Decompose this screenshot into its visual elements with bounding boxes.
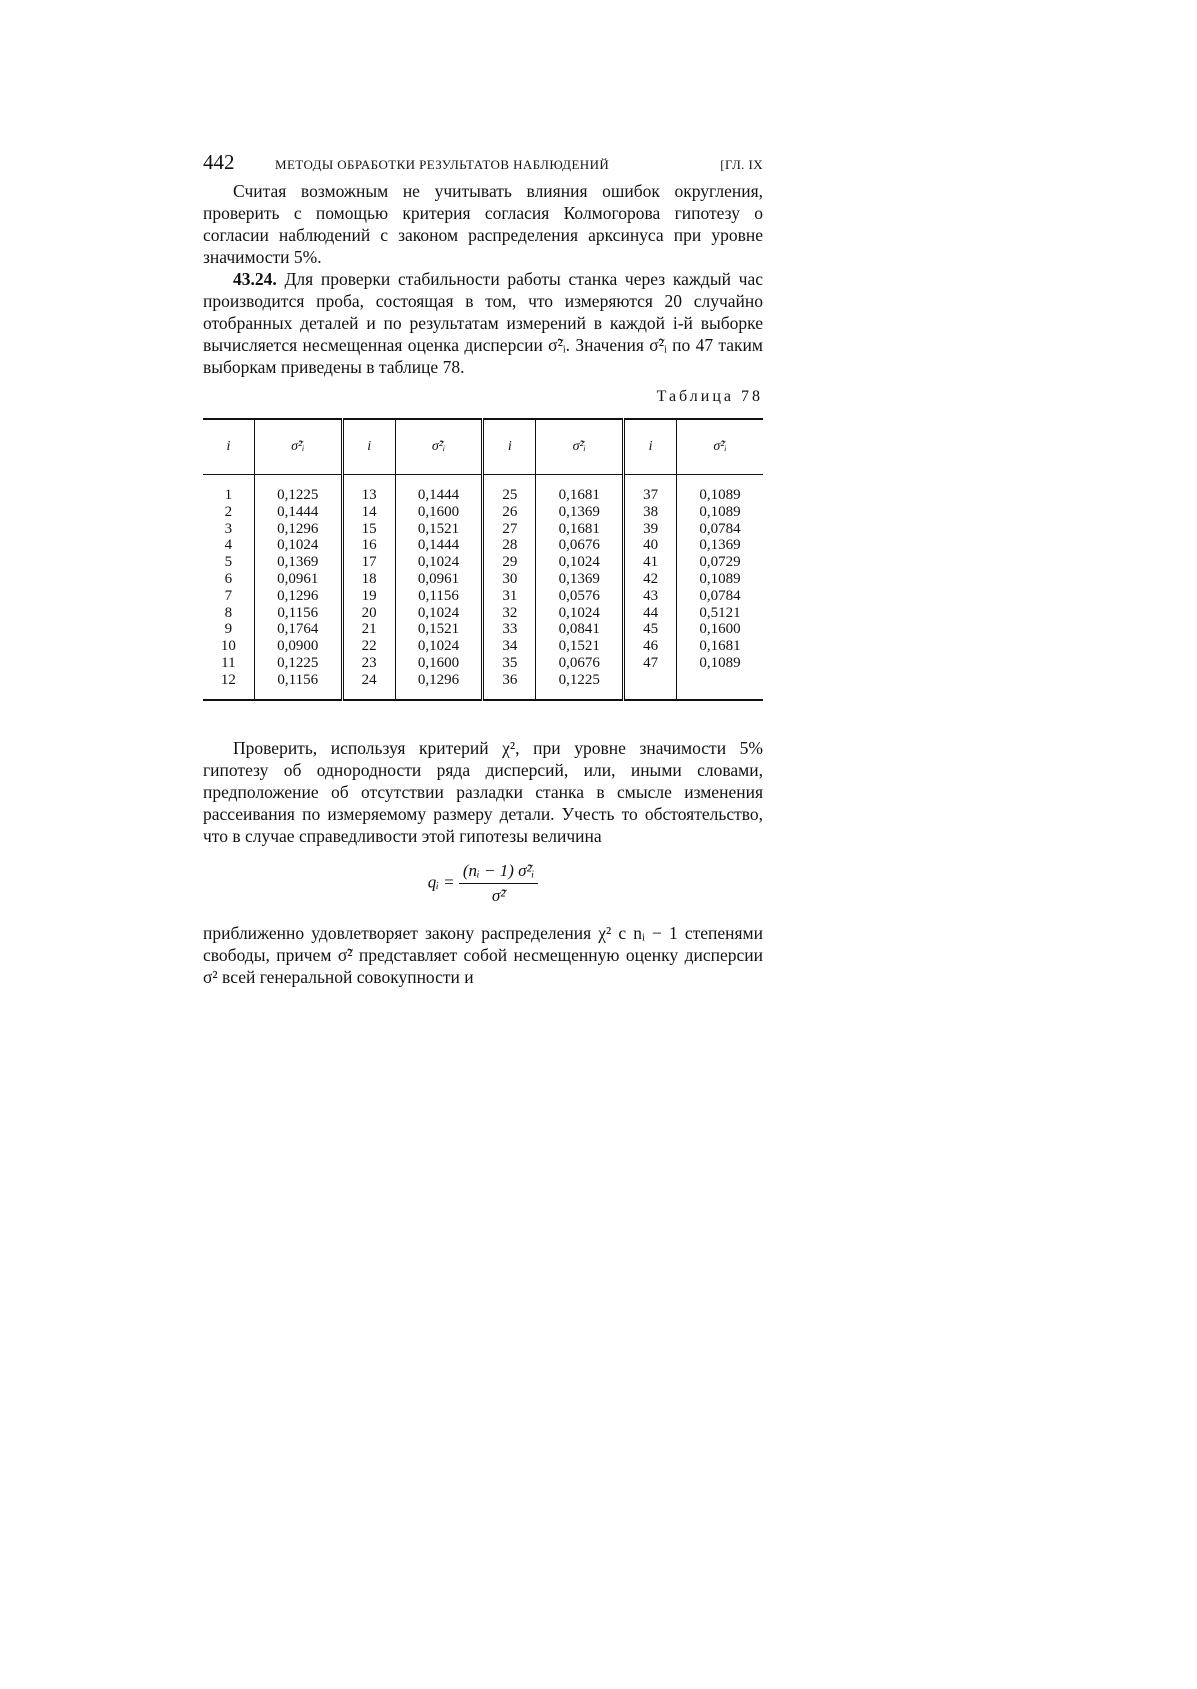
sample-index: 1	[224, 487, 233, 503]
index-column	[342, 475, 395, 700]
sample-index: 30	[502, 570, 518, 587]
sample-index: 34	[502, 638, 518, 655]
variance-column	[254, 475, 342, 700]
variance-value: 0,1089	[699, 503, 741, 520]
sample-index: 24	[361, 671, 377, 688]
sample-index: 15	[361, 520, 377, 537]
variance-value: 0,1024	[417, 638, 460, 655]
sample-index: 2	[224, 503, 233, 520]
table-header-row	[203, 419, 763, 475]
header-i-2: i	[342, 419, 395, 475]
sample-index: 29	[502, 554, 518, 571]
data-table	[203, 418, 763, 701]
running-title: МЕТОДЫ ОБРАБОТКИ РЕЗУЛЬТАТОВ НАБЛЮДЕНИЙ	[275, 157, 610, 172]
variance-value: 0,0784	[699, 520, 741, 537]
problem-text: Для проверки стабильности работы станка через каждый час производится проба, состоящая в том, что измеряются 20 случайно отобранных деталей и по результатам измерений в каждой i-й выборке вычисляется несмещенная оценка дисперсии σ̃²ᵢ. Значения σ̃²ᵢ по 47 таким выборкам приведены в таблице 78.	[203, 269, 763, 377]
variance-value: 0,1225	[558, 671, 600, 688]
sample-index: 14	[361, 503, 377, 520]
sample-index: 42	[643, 570, 659, 587]
variance-value: 0,1296	[417, 671, 460, 688]
variance-value: 0,1024	[558, 554, 600, 571]
variance-value: 0,1156	[277, 671, 319, 688]
header-sigma-4: σ̃²ᵢ	[677, 419, 763, 475]
variance-value: 0,1521	[417, 621, 460, 638]
sample-index: 11	[221, 654, 236, 671]
variance-column	[677, 475, 763, 700]
sample-index: 23	[361, 654, 377, 671]
sample-index: 20	[361, 604, 377, 621]
variance-value: 0,1600	[417, 654, 460, 671]
check-paragraph: Проверить, используя критерий χ², при уровне значимости 5% гипотезу об однородности ряда дисперсий, или, иными словами, предположение об отсутствии разладки станка в смысле изменения рассеивания по измеряемому размеру детали. Учесть то обстоятельство, что в случае справедливости этой гипотезы величина	[203, 737, 763, 846]
variance-value: 0,1089	[699, 487, 741, 503]
table-caption: Таблица 78	[656, 388, 763, 405]
variance-value: 0,1681	[558, 520, 600, 537]
variance-value: 0,0576	[558, 587, 600, 604]
variance-value: 0,1225	[277, 487, 319, 503]
index-column	[624, 475, 677, 700]
sample-index: 19	[361, 587, 377, 604]
variance-value: 0,1600	[699, 621, 741, 638]
header-i-4: i	[624, 419, 677, 475]
sample-index: 39	[643, 520, 659, 537]
sample-index: 43	[643, 587, 659, 604]
variance-value: 0,0784	[699, 587, 741, 604]
final-paragraph: приближенно удовлетворяет закону распределения χ² с nᵢ − 1 степенями свободы, причем σ̃² представляет собой несмещенную оценку дисперсии σ² всей генеральной совокупности и	[203, 922, 763, 987]
variance-value: 0,0676	[558, 537, 600, 554]
sample-index: 5	[224, 554, 233, 571]
sample-index: 9	[224, 621, 233, 638]
header-i-3: i	[483, 419, 536, 475]
variance-value: 0,1681	[558, 487, 600, 503]
variance-value: 0,0841	[558, 621, 600, 638]
sample-index: 40	[643, 537, 659, 554]
variance-value: 0,1089	[699, 654, 741, 671]
sample-index: 44	[643, 604, 659, 621]
sample-index: 32	[502, 604, 518, 621]
sample-index: 28	[502, 537, 518, 554]
running-header	[203, 150, 763, 180]
sample-index: 18	[361, 570, 377, 587]
variance-value: 0,1225	[277, 654, 319, 671]
table-body-row	[203, 475, 763, 700]
sample-index: 26	[502, 503, 518, 520]
variance-value: 0,1600	[417, 503, 460, 520]
intro-paragraph: Считая возможным не учитывать влияния ошибок округления, проверить с помощью критерия согласия Колмогорова гипотезу о согласии наблюдений с законом распределения арксинуса при уровне значимости 5%.	[203, 181, 763, 267]
problem-number: 43.24.	[233, 269, 277, 289]
header-sigma-2: σ̃²ᵢ	[395, 419, 483, 475]
variance-value: 0,1156	[277, 604, 319, 621]
sample-index: 25	[502, 487, 518, 503]
variance-value: 0,1521	[558, 638, 600, 655]
sample-index: 46	[643, 638, 659, 655]
variance-value: 0,1444	[277, 503, 319, 520]
variance-value: 0,1369	[277, 554, 319, 571]
variance-column	[395, 475, 483, 700]
variance-value: 0,0900	[277, 638, 319, 655]
sample-index: 8	[224, 604, 233, 621]
variance-value: 0,5121	[699, 604, 741, 621]
sample-index: 21	[361, 621, 377, 638]
variance-value: 0,1089	[699, 570, 741, 587]
index-column	[483, 475, 536, 700]
sample-index: 27	[502, 520, 518, 537]
variance-column	[536, 475, 624, 700]
variance-value: 0,0961	[277, 570, 319, 587]
book-page	[203, 150, 763, 988]
sample-index: 37	[643, 487, 659, 503]
variance-value: 0,1369	[699, 537, 741, 554]
formula-numerator: (nᵢ − 1) σ̃²ᵢ	[459, 861, 538, 884]
variance-value: 0,1521	[417, 520, 460, 537]
variance-value: 0,1156	[418, 587, 459, 604]
sample-index: 6	[224, 570, 233, 587]
variance-value: 0,1444	[417, 487, 460, 503]
header-i-1: i	[203, 419, 254, 475]
sample-index: 45	[643, 621, 659, 638]
variance-value: 0,1024	[277, 537, 319, 554]
variance-value: 0,0961	[417, 570, 460, 587]
chapter-marker: [ГЛ. IX	[720, 157, 763, 172]
sample-index: 38	[643, 503, 659, 520]
variance-value: 0,0676	[558, 654, 600, 671]
sample-index: 31	[502, 587, 518, 604]
variance-value: 0,1444	[417, 537, 460, 554]
variance-value: 0,1369	[558, 570, 600, 587]
formula-lhs: qᵢ =	[427, 871, 455, 891]
index-column	[203, 475, 254, 700]
sample-index: 13	[361, 487, 377, 503]
formula-denominator: σ̃²	[491, 885, 506, 905]
variance-value: 0,1681	[699, 638, 741, 655]
sample-index: 36	[502, 671, 518, 688]
variance-value: 0,0729	[699, 554, 741, 571]
variance-value: 0,1024	[417, 554, 460, 571]
variance-value: 0,1024	[417, 604, 460, 621]
variance-value: 0,1764	[277, 621, 319, 638]
sample-index: 16	[361, 537, 377, 554]
variance-value: 0,1369	[558, 503, 600, 520]
header-sigma-3: σ̃²ᵢ	[536, 419, 624, 475]
sample-index: 35	[502, 654, 518, 671]
sample-index: 7	[224, 587, 233, 604]
variance-value: 0,1296	[277, 520, 319, 537]
header-sigma-1: σ̃²ᵢ	[254, 419, 342, 475]
sample-index: 41	[643, 554, 659, 571]
sample-index: 47	[643, 654, 659, 671]
sample-index: 33	[502, 621, 518, 638]
variance-value: 0,1296	[277, 587, 319, 604]
variance-value: 0,1024	[558, 604, 600, 621]
sample-index: 3	[224, 520, 233, 537]
formula-fraction	[459, 861, 538, 906]
page-number: 442	[203, 150, 235, 174]
sample-index: 10	[220, 638, 236, 655]
sample-index: 22	[361, 638, 377, 655]
sample-index: 12	[220, 671, 236, 688]
formula	[203, 861, 763, 906]
problem-paragraph	[203, 268, 763, 378]
sample-index: 17	[361, 554, 377, 571]
sample-index: 4	[224, 537, 233, 554]
